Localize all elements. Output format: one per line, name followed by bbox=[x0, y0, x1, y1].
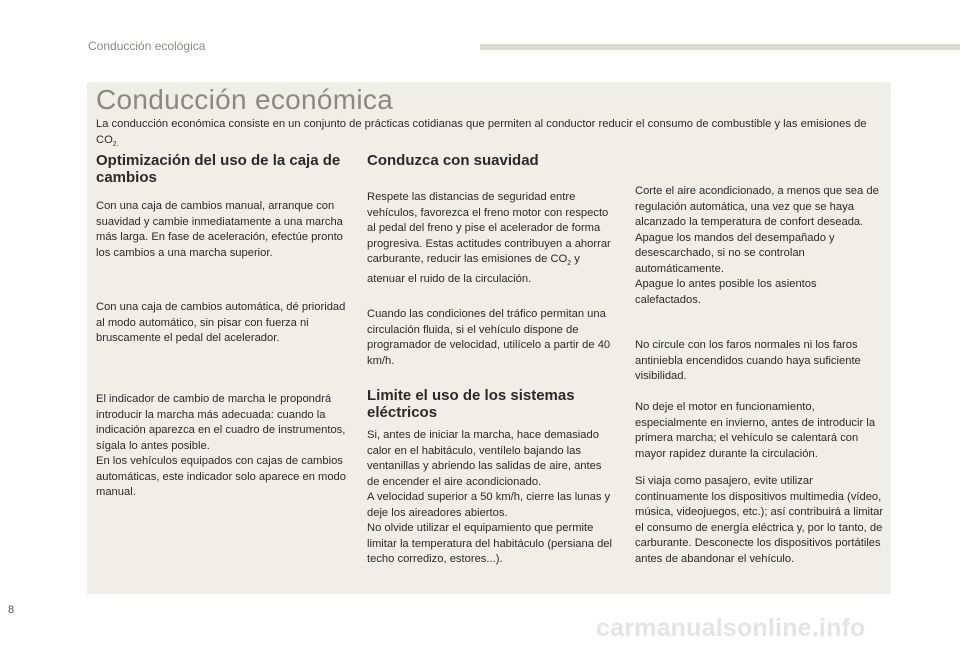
heading-gear-optimization: Optimización del uso de la caja de cambios bbox=[96, 152, 341, 186]
watermark-logo: carmanualsonline.info bbox=[596, 614, 866, 642]
paragraph-headlights: No circule con los faros normales ni los faros antiniebla encendidos cuando haya suficiente visibilidad. bbox=[635, 339, 861, 382]
co2-subscript: 2 bbox=[567, 260, 572, 268]
gear-indicator-automatic-text: En los vehículos equipados con cajas de cambios automáticas, este indicador solo aparece en modo manual. bbox=[96, 455, 347, 498]
paragraph-safety-distance bbox=[367, 190, 615, 287]
section-header: Conducción ecológica bbox=[88, 39, 206, 53]
heading-drive-smoothly: Conduzca con suavidad bbox=[367, 152, 539, 169]
page-number: 8 bbox=[8, 604, 15, 616]
heated-seats-text: Apague lo antes posible los asientos calefactados. bbox=[635, 278, 817, 306]
paragraph-multimedia: Si viaja como pasajero, evite utilizar continuamente los dispositivos multimedia (vídeo, música, videojuegos, etc.); así contribuirá a limitar el consumo de energía eléctrica y, por lo tanto, de carburante. Desconecte los dispositivos portátiles antes de abandonar el vehículo. bbox=[635, 475, 884, 565]
safety-distance-text: Respete las distancias de seguridad entre vehículos, favorezca el freno motor con respecto al pedal del freno y pise el acelerador de forma progresiva. Estas actitudes contribuyen a ahorrar carburante, reducir las emisiones de CO bbox=[367, 191, 611, 265]
intro-paragraph bbox=[96, 116, 876, 153]
paragraph-gear-indicator bbox=[96, 392, 346, 501]
paragraph-cruise-control: Cuando las condiciones del tráfico permitan una circulación fluida, si el vehículo dispone de programador de velocidad, utilícelo a partir de 40 km/h. bbox=[367, 308, 611, 367]
paragraph-engine-idle: No deje el motor en funcionamiento, especialmente en invierno, antes de introducir la primera marcha; el vehículo se calentará con mayor rapidez durante la circulación. bbox=[635, 401, 876, 460]
page-title: Conducción económica bbox=[96, 84, 394, 115]
safety-distance-text-end: y atenuar el ruido de la circulación. bbox=[367, 253, 580, 285]
cabin-temperature-text: No olvide utilizar el equipamiento que permite limitar la temperatura del habitáculo (persiana del techo corredizo, estores...). bbox=[367, 522, 613, 565]
paragraph-automatic-gearbox: Con una caja de cambios automática, dé prioridad al modo automático, sin pisar con fuerza ni bruscamente el pedal del acelerador. bbox=[96, 301, 346, 344]
gear-indicator-text: El indicador de cambio de marcha le propondrá introducir la marcha más adecuada: cuando la indicación aparezca en el cuadro de instrumentos, sígala lo antes posible. bbox=[96, 393, 346, 452]
intro-subscript: 2. bbox=[112, 141, 119, 149]
paragraph-air-conditioning bbox=[635, 184, 885, 308]
intro-text: La conducción económica consiste en un conjunto de prácticas cotidianas que permiten al conductor reducir el consumo de combustible y las emisiones de CO bbox=[96, 118, 867, 146]
paragraph-ventilation bbox=[367, 428, 615, 568]
speed-windows-text: A velocidad superior a 50 km/h, cierre las lunas y deje los aireadores abiertos. bbox=[367, 491, 611, 519]
heading-limit-electrical-systems: Limite el uso de los sistemas eléctricos bbox=[367, 387, 575, 421]
demisting-text: Apague los mandos del desempañado y desescarchado, si no se controlan automáticamente. bbox=[635, 231, 835, 275]
header-divider-bar bbox=[480, 44, 960, 50]
air-conditioning-text: Corte el aire acondicionado, a menos que sea de regulación automática, una vez que se haya alcanzado la temperatura de confort deseada. bbox=[635, 185, 879, 228]
paragraph-manual-gearbox: Con una caja de cambios manual, arranque con suavidad y cambie inmediatamente a una marcha más larga. En fase de aceleración, efectúe pronto los cambios a una marcha superior. bbox=[96, 200, 343, 259]
ventilation-text: Si, antes de iniciar la marcha, hace demasiado calor en el habitáculo, ventílelo bajando las ventanillas y abriendo las salidas de aire, antes de encender el aire acondicionado. bbox=[367, 429, 602, 488]
